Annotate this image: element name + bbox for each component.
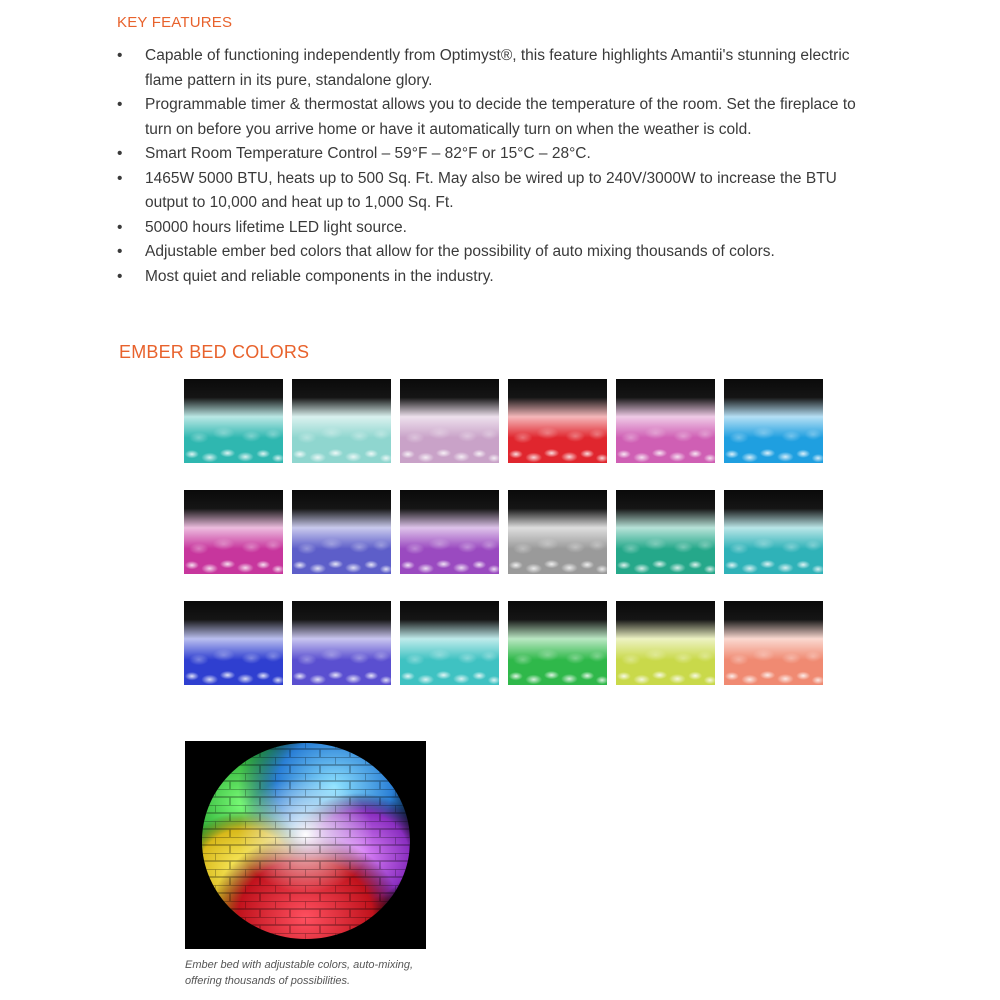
ember-color-swatch: [292, 601, 391, 685]
ember-color-swatch: [184, 379, 283, 463]
swatch-highlights: [400, 552, 499, 574]
ember-color-swatch: [616, 490, 715, 574]
feature-item: [117, 93, 877, 142]
ember-bed-photo: [185, 741, 426, 949]
ember-color-swatch: [724, 490, 823, 574]
swatch-highlights: [292, 552, 391, 574]
bullet-icon: •: [117, 145, 123, 162]
photo-caption: [185, 957, 445, 989]
swatch-highlights: [184, 552, 283, 574]
feature-text: Programmable timer & thermostat allows you to decide the temperature of the room. Set the fireplace to turn on before you arrive home or have it automatically turn on when the weather is cold.: [145, 96, 856, 138]
swatch-highlights: [184, 441, 283, 463]
feature-item: [117, 240, 877, 265]
feature-item: [117, 216, 877, 241]
bullet-icon: •: [117, 169, 123, 187]
key-features-heading: KEY FEATURES: [117, 14, 233, 31]
ember-color-swatch: [724, 379, 823, 463]
swatch-highlights: [508, 441, 607, 463]
swatch-highlights: [724, 663, 823, 685]
swatch-highlights: [292, 441, 391, 463]
ember-color-swatch: [400, 490, 499, 574]
ember-color-swatch-grid: [184, 379, 824, 685]
feature-text: 1465W 5000 BTU, heats up to 500 Sq. Ft. May also be wired up to 240V/3000W to increase the BTU output to 10,000 and heat up to 1,000 Sq. Ft.: [145, 169, 837, 211]
ember-color-swatch: [292, 379, 391, 463]
ember-color-swatch: [184, 601, 283, 685]
feature-item: [117, 265, 877, 290]
key-features-list: [117, 44, 877, 289]
swatch-highlights: [184, 663, 283, 685]
swatch-highlights: [616, 663, 715, 685]
ember-color-swatch: [400, 379, 499, 463]
swatch-highlights: [616, 552, 715, 574]
feature-text: Smart Room Temperature Control – 59°F – 82°F or 15°C – 28°C.: [145, 145, 591, 162]
ember-bed-colors-heading: EMBER BED COLORS: [119, 342, 310, 362]
swatch-highlights: [724, 552, 823, 574]
caption-line: offering thousands of possibilities.: [185, 975, 351, 987]
swatch-highlights: [508, 663, 607, 685]
bullet-icon: •: [117, 218, 123, 236]
swatch-highlights: [724, 441, 823, 463]
bullet-icon: •: [117, 243, 123, 260]
feature-item: [117, 167, 877, 216]
ember-color-swatch: [724, 601, 823, 685]
swatch-highlights: [400, 663, 499, 685]
feature-text: 50000 hours lifetime LED light source.: [145, 218, 407, 236]
ember-color-swatch: [292, 490, 391, 574]
ember-color-swatch: [508, 379, 607, 463]
ember-color-swatch: [184, 490, 283, 574]
feature-item: [117, 142, 877, 167]
swatch-highlights: [400, 441, 499, 463]
feature-item: [117, 44, 877, 93]
ember-color-swatch: [616, 379, 715, 463]
ember-color-swatch: [616, 601, 715, 685]
bullet-icon: •: [117, 96, 123, 113]
bullet-icon: •: [117, 47, 123, 64]
swatch-highlights: [508, 552, 607, 574]
bullet-icon: •: [117, 267, 123, 285]
ember-color-swatch: [400, 601, 499, 685]
swatch-highlights: [616, 441, 715, 463]
ember-color-swatch: [508, 490, 607, 574]
feature-text: Adjustable ember bed colors that allow for the possibility of auto mixing thousands of colors.: [145, 243, 775, 260]
ember-color-swatch: [508, 601, 607, 685]
feature-text: Most quiet and reliable components in the industry.: [145, 267, 494, 285]
swatch-highlights: [292, 663, 391, 685]
feature-text: Capable of functioning independently from Optimyst®, this feature highlights Amantii's stunning electric flame pattern in its pure, standalone glory.: [145, 47, 850, 89]
caption-line: Ember bed with adjustable colors, auto-mixing,: [185, 959, 414, 971]
ember-bed-photo-illustration: [185, 741, 426, 949]
